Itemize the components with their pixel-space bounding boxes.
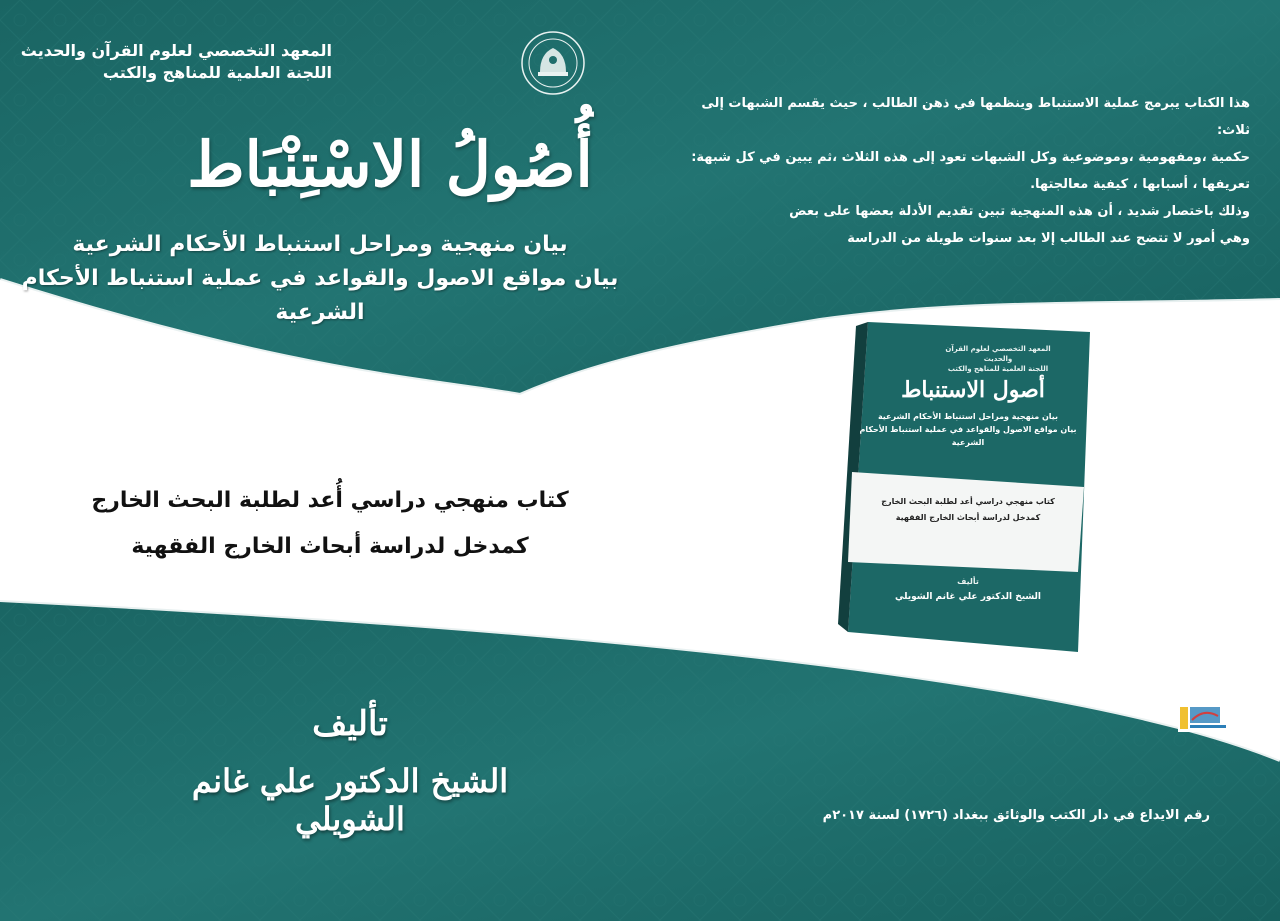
purpose-line-1: كتاب منهجي دراسي أُعد لطلبة البحث الخارج xyxy=(91,488,569,513)
book-purpose xyxy=(868,494,1068,526)
description-line: هذا الكتاب يبرمج عملية الاستنباط وينظمها في ذهن الطالب ، حيث يقسم الشبهات إلى ثلاث: xyxy=(701,96,1250,138)
book-header-line-1: المعهد التخصصي لعلوم القرآن والحديث xyxy=(945,345,1051,363)
book-header xyxy=(938,344,1058,374)
author-label: تأليف xyxy=(312,704,388,744)
institute-name: المعهد التخصصي لعلوم القرآن والحديث xyxy=(20,41,332,60)
institute-header xyxy=(12,40,332,84)
book-purpose xyxy=(50,478,610,570)
purpose-line-2: كمدخل لدراسة أبحاث الخارج الفقهية xyxy=(131,534,529,559)
book-purpose-2: كمدخل لدراسة أبحاث الخارج الفقهية xyxy=(895,513,1041,522)
book-author-name: الشيخ الدكتور علي غانم الشويلي xyxy=(894,592,1042,602)
deposit-number: رقم الايداع في دار الكتب والوثائق ببغداد (١٧٢٦) لسنة ٢٠١٧م xyxy=(822,808,1210,823)
description-line: وذلك باختصار شديد ، أن هذه المنهجية تبين تقديم الأدلة بعضها على بعض xyxy=(789,204,1250,219)
subtitle-line-2: بيان مواقع الاصول والقواعد في عملية استنباط الأحكام الشرعية xyxy=(21,266,619,325)
book-purpose-1: كتاب منهجي دراسي أعد لطلبة البحث الخارج xyxy=(881,497,1055,506)
description-line: وهي أمور لا تتضح عند الطالب إلا بعد سنوات طويلة من الدراسة xyxy=(847,231,1250,246)
subtitle xyxy=(20,228,620,330)
description-line: تعريفها ، أسبابها ، كيفية معالجتها. xyxy=(1030,177,1250,192)
book-author-label: تأليف xyxy=(957,577,979,586)
book-subtitle-1: بيان منهجية ومراحل استنباط الأحكام الشرعية xyxy=(877,412,1059,421)
book-header-line-2: اللجنة العلمية للمناهج والكتب xyxy=(947,365,1049,373)
description xyxy=(690,90,1250,252)
book-title: أُصُولُ الاسْتِنْبَاط xyxy=(187,128,593,201)
book-subtitles xyxy=(858,410,1078,449)
publisher-logo-icon xyxy=(1178,704,1228,732)
institute-emblem-icon xyxy=(520,30,586,96)
description-line: حكمية ،ومفهومية ،وموضوعية وكل الشبهات تعود إلى هذه الثلاث ،ثم يبين في كل شبهة: xyxy=(691,150,1250,165)
committee-name: اللجنة العلمية للمناهج والكتب xyxy=(102,63,332,82)
author-name: الشيخ الدكتور علي غانم الشويلي xyxy=(191,762,509,838)
book-subtitle-2: بيان مواقع الاصول والقواعد في عملية استنباط الأحكام الشرعية xyxy=(859,425,1077,447)
subtitle-line-1: بيان منهجية ومراحل استنباط الأحكام الشرعية xyxy=(72,232,568,257)
book-mockup-title: أصول الاستنباط xyxy=(901,377,1045,403)
book-mockup xyxy=(838,322,1090,652)
